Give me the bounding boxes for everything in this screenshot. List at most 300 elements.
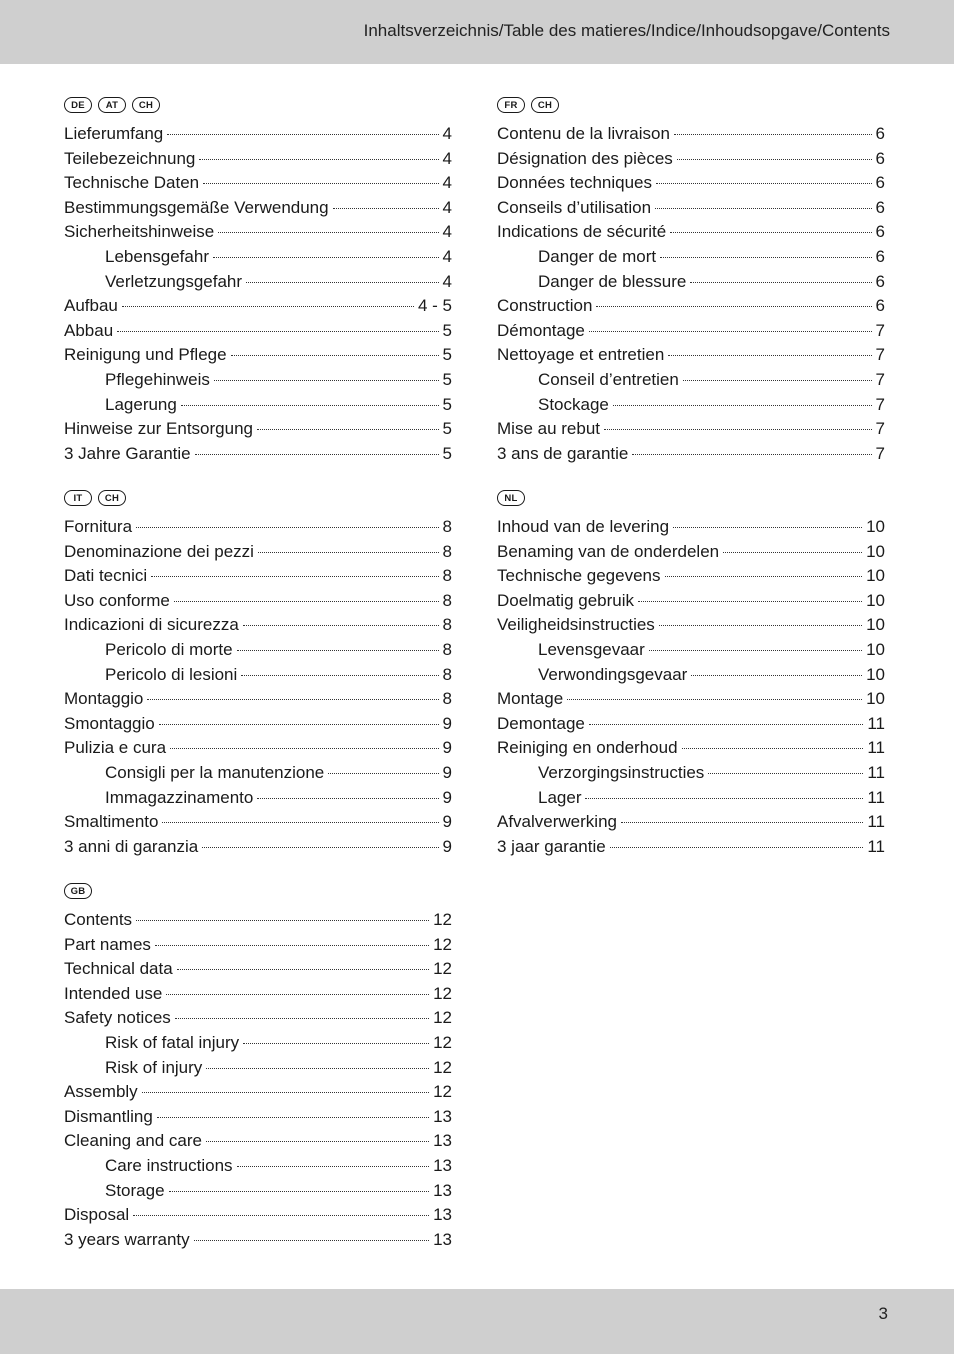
toc-entry-page: 11 [867, 738, 885, 758]
dot-leader [147, 699, 438, 700]
toc-entry-label: Hinweise zur Entsorgung [64, 419, 253, 439]
toc-entry-label: Denominazione dei pezzi [64, 541, 254, 561]
toc-entry-label: Aufbau [64, 296, 118, 316]
dot-leader [567, 699, 862, 700]
country-badge-de: DE [64, 97, 92, 113]
toc-entry-label: Dismantling [64, 1106, 153, 1126]
section-de [64, 94, 452, 466]
toc-entry[interactable] [497, 417, 885, 442]
toc-entry[interactable] [64, 319, 452, 344]
toc-entry-page: 6 [875, 148, 885, 168]
toc-entry-label: Fornitura [64, 517, 133, 536]
toc-entry-label: Mise au rebut [497, 419, 600, 439]
dot-leader [596, 306, 871, 307]
toc-entry[interactable] [64, 933, 452, 958]
toc-entry-page: 10 [866, 639, 885, 659]
section-nl [497, 487, 885, 859]
toc-entry-page: 6 [875, 271, 885, 291]
dot-leader [243, 625, 439, 626]
dot-leader [136, 920, 429, 921]
toc-entry[interactable] [64, 417, 452, 442]
page-title: Inhaltsverzeichnis/Table des matieres/Indice/Inhoudsopgave/Contents [363, 21, 890, 40]
toc-entry[interactable] [64, 908, 452, 933]
toc-entry[interactable] [64, 638, 452, 663]
toc-entry-page: 12 [433, 934, 452, 954]
toc-entry-page: 11 [867, 762, 885, 782]
toc-entry-label: Désignation des pièces [497, 148, 673, 168]
toc-entry-page: 9 [442, 738, 452, 758]
dot-leader [142, 1092, 429, 1093]
toc-entry[interactable] [64, 957, 452, 982]
toc-entry-page: 10 [866, 517, 885, 536]
toc-entry[interactable] [497, 368, 885, 393]
dot-leader [167, 134, 438, 135]
toc-entry-page: 10 [866, 615, 885, 635]
dot-leader [328, 773, 438, 774]
toc-entry[interactable] [64, 564, 452, 589]
toc-entry-page: 12 [433, 1082, 452, 1102]
toc-entry-page: 11 [867, 812, 885, 832]
toc-entry[interactable] [64, 589, 452, 614]
dot-leader [613, 405, 872, 406]
toc-entry-label: Conseil d’entretien [538, 369, 679, 389]
toc-entry[interactable] [64, 810, 452, 835]
dot-leader [673, 527, 862, 528]
toc-entry-label: Lebensgefahr [105, 246, 209, 266]
toc-entry-label: 3 years warranty [64, 1229, 190, 1249]
country-badge-ch: CH [98, 490, 126, 506]
dot-leader [660, 257, 871, 258]
toc-entry-page: 6 [875, 197, 885, 217]
country-badge-at: AT [98, 97, 126, 113]
toc-entry[interactable] [64, 613, 452, 638]
dot-leader [117, 331, 438, 332]
dot-leader [136, 527, 439, 528]
dot-leader [691, 675, 862, 676]
dot-leader [218, 232, 438, 233]
toc-entry[interactable] [497, 147, 885, 172]
toc-entry-page: 7 [875, 345, 885, 365]
toc-entry[interactable] [497, 540, 885, 565]
toc-entry-label: Disposal [64, 1205, 130, 1225]
toc-entry-label: 3 ans de garantie [497, 443, 629, 463]
toc-entry-label: Part names [64, 934, 151, 954]
toc-entry[interactable] [497, 343, 885, 368]
toc-entry-label: Smaltimento [64, 812, 159, 832]
toc-entry[interactable] [64, 122, 452, 147]
dot-leader [151, 576, 438, 577]
toc-entry-page: 8 [442, 566, 452, 586]
language-badges [64, 880, 452, 902]
toc-entry-page: 5 [442, 394, 452, 414]
toc-entry-label: Danger de mort [538, 246, 657, 266]
dot-leader [257, 429, 439, 430]
toc-entry-label: Care instructions [105, 1155, 233, 1175]
toc-entry-label: Levensgevaar [538, 639, 645, 659]
toc-entry[interactable] [497, 638, 885, 663]
toc-entry-label: Technical data [64, 959, 173, 979]
toc-entry-label: Pulizia e cura [64, 738, 167, 758]
toc-entry-page: 13 [433, 1205, 452, 1225]
dot-leader [213, 257, 439, 258]
toc-entry-page: 7 [875, 443, 885, 463]
toc-entry-label: Dati tecnici [64, 566, 148, 586]
toc-entry-label: Verletzungsgefahr [105, 271, 243, 291]
toc-entry-page: 9 [442, 787, 452, 807]
dot-leader [195, 454, 439, 455]
toc-entry[interactable] [497, 564, 885, 589]
dot-leader [159, 724, 439, 725]
toc-entry-label: Démontage [497, 320, 585, 340]
dot-leader [659, 625, 862, 626]
toc-entry[interactable] [64, 663, 452, 688]
dot-leader [203, 183, 438, 184]
toc-entry-page: 4 [442, 148, 452, 168]
dot-leader [202, 847, 438, 848]
toc-entry-page: 4 [442, 197, 452, 217]
dot-leader [585, 798, 863, 799]
toc-entry-label: Safety notices [64, 1008, 171, 1028]
toc-entry-page: 4 [442, 271, 452, 291]
toc-entry-page: 5 [442, 419, 452, 439]
toc-entry[interactable] [497, 294, 885, 319]
page-number: 3 [878, 1304, 888, 1323]
dot-leader [690, 282, 871, 283]
toc-entry[interactable] [64, 982, 452, 1007]
toc-entry-label: Pericolo di morte [105, 639, 233, 659]
toc-entry-label: Uso conforme [64, 590, 170, 610]
toc-entry[interactable] [497, 761, 885, 786]
dot-leader [683, 380, 872, 381]
toc-entry-label: Cleaning and care [64, 1131, 202, 1151]
dot-leader [169, 1191, 430, 1192]
dot-leader [181, 405, 439, 406]
toc-entry-label: Benaming van de onderdelen [497, 541, 720, 561]
toc-entry[interactable] [64, 220, 452, 245]
header-bar [0, 0, 954, 64]
toc-entry-page: 7 [875, 419, 885, 439]
dot-leader [649, 650, 862, 651]
toc-entry[interactable] [497, 786, 885, 811]
section-fr [497, 94, 885, 466]
section-gb [64, 880, 452, 1252]
toc-entry[interactable] [64, 1179, 452, 1204]
dot-leader [708, 773, 863, 774]
dot-leader [199, 159, 438, 160]
toc-entry-page: 11 [867, 787, 885, 807]
toc-entry[interactable] [64, 1129, 452, 1154]
toc-entry[interactable] [64, 343, 452, 368]
toc-entry[interactable] [497, 515, 885, 540]
toc-entry-label: Smontaggio [64, 713, 155, 733]
country-badge-fr: FR [497, 97, 525, 113]
toc-entry-page: 8 [442, 541, 452, 561]
toc-entry-page: 12 [433, 983, 452, 1003]
dot-leader [241, 675, 438, 676]
toc-entry[interactable] [497, 220, 885, 245]
toc-entry[interactable] [64, 270, 452, 295]
toc-entry[interactable] [64, 1080, 452, 1105]
toc-entry-page: 12 [433, 1057, 452, 1077]
toc-entry-page: 9 [442, 836, 452, 856]
toc-entry-label: Montaggio [64, 689, 144, 709]
toc-entry-label: Verwondingsgevaar [538, 664, 688, 684]
toc-entry[interactable] [497, 196, 885, 221]
toc-entry[interactable] [497, 663, 885, 688]
toc-entry-page: 10 [866, 566, 885, 586]
toc-entry[interactable] [497, 712, 885, 737]
dot-leader [175, 1018, 429, 1019]
toc-entry-page: 8 [442, 590, 452, 610]
toc-entry[interactable] [497, 393, 885, 418]
dot-leader [174, 601, 439, 602]
toc-entry-label: Afvalverwerking [497, 812, 617, 832]
toc-entry[interactable] [64, 1228, 452, 1253]
dot-leader [674, 134, 872, 135]
toc-entry-page: 11 [867, 836, 885, 856]
toc-entry-page: 6 [875, 173, 885, 193]
toc-entry[interactable] [64, 687, 452, 712]
toc-entry[interactable] [64, 393, 452, 418]
dot-leader [723, 552, 862, 553]
dot-leader [589, 331, 872, 332]
toc-entry-label: 3 Jahre Garantie [64, 443, 191, 463]
country-badge-ch: CH [531, 97, 559, 113]
toc-entry-label: Pflegehinweis [105, 369, 210, 389]
country-badge-nl: NL [497, 490, 525, 506]
toc-entry[interactable] [497, 687, 885, 712]
toc-entry-page: 7 [875, 369, 885, 389]
dot-leader [670, 232, 871, 233]
toc-entry-page: 12 [433, 910, 452, 929]
dot-leader [246, 282, 438, 283]
toc-entry-label: Indicazioni di sicurezza [64, 615, 239, 635]
toc-entry[interactable] [64, 761, 452, 786]
toc-entry-label: Lieferumfang [64, 124, 164, 143]
toc-entry-page: 6 [875, 124, 885, 143]
toc-entry-page: 8 [442, 517, 452, 536]
toc-entry-label: Contenu de la livraison [497, 124, 670, 143]
toc-entry-page: 5 [442, 369, 452, 389]
toc-entry[interactable] [497, 122, 885, 147]
toc-entry-page: 12 [433, 959, 452, 979]
dot-leader [682, 748, 864, 749]
section-it [64, 487, 452, 859]
toc-entry-page: 6 [875, 296, 885, 316]
toc-entry[interactable] [64, 1006, 452, 1031]
language-badges [497, 487, 885, 509]
toc-entry-page: 4 [442, 173, 452, 193]
toc-entry-label: Nettoyage et entretien [497, 345, 665, 365]
toc-entry-page: 13 [433, 1180, 452, 1200]
toc-entry[interactable] [497, 835, 885, 860]
toc-entry-page: 12 [433, 1032, 452, 1052]
dot-leader [194, 1240, 429, 1241]
dot-leader [656, 183, 872, 184]
dot-leader [604, 429, 872, 430]
toc-entry-label: Inhoud van de levering [497, 517, 670, 536]
toc-entry-page: 4 - 5 [417, 296, 452, 316]
dot-leader [155, 945, 429, 946]
toc-entry-page: 4 [442, 124, 452, 143]
dot-leader [668, 355, 871, 356]
toc-entry-page: 12 [433, 1008, 452, 1028]
toc-entry-page: 7 [875, 394, 885, 414]
dot-leader [162, 822, 438, 823]
dot-leader [258, 552, 439, 553]
toc-entry-page: 10 [866, 541, 885, 561]
toc-entry-page: 13 [433, 1155, 452, 1175]
toc-entry-label: Verzorgingsinstructies [538, 762, 705, 782]
toc-entry-label: Données techniques [497, 173, 653, 193]
dot-leader [122, 306, 414, 307]
dot-leader [237, 1166, 430, 1167]
toc-entry-label: Intended use [64, 983, 163, 1003]
dot-leader [237, 650, 439, 651]
toc-entry-label: Immagazzinamento [105, 787, 254, 807]
toc-entry[interactable] [64, 294, 452, 319]
toc-entry[interactable] [497, 270, 885, 295]
toc-entry-page: 8 [442, 639, 452, 659]
toc-entry-label: Doelmatig gebruik [497, 590, 635, 610]
toc-entry-label: Reinigung und Pflege [64, 345, 227, 365]
toc-entry-page: 13 [433, 1131, 452, 1151]
toc-entry-label: Storage [105, 1180, 165, 1200]
dot-leader [166, 994, 429, 995]
toc-entry[interactable] [64, 196, 452, 221]
toc-entry[interactable] [497, 613, 885, 638]
dot-leader [177, 969, 429, 970]
toc-entry[interactable] [64, 171, 452, 196]
toc-entry-label: Sicherheitshinweise [64, 222, 215, 242]
toc-entry-page: 10 [866, 590, 885, 610]
toc-entry-page: 10 [866, 664, 885, 684]
toc-entry[interactable] [497, 319, 885, 344]
footer-bar [0, 1289, 954, 1354]
dot-leader [214, 380, 439, 381]
toc-entry-label: Risk of injury [105, 1057, 203, 1077]
dot-leader [257, 798, 438, 799]
toc-entry-label: Assembly [64, 1082, 138, 1102]
toc-entry-page: 4 [442, 222, 452, 242]
toc-entry[interactable] [64, 515, 452, 540]
toc-entry[interactable] [497, 736, 885, 761]
toc-entry-label: Conseils d’utilisation [497, 197, 652, 217]
language-badges [64, 487, 452, 509]
toc-entry-page: 5 [442, 443, 452, 463]
language-badges [497, 94, 885, 116]
toc-entry-page: 5 [442, 345, 452, 365]
toc-entry-page: 5 [442, 320, 452, 340]
country-badge-gb: GB [64, 883, 92, 899]
toc-entry-page: 6 [875, 246, 885, 266]
dot-leader [589, 724, 863, 725]
dot-leader [638, 601, 862, 602]
toc-entry[interactable] [64, 442, 452, 467]
toc-entry-page: 10 [866, 689, 885, 709]
toc-entry-label: 3 anni di garanzia [64, 836, 199, 856]
toc-entry-label: Veiligheidsinstructies [497, 615, 655, 635]
toc-entry-label: Demontage [497, 713, 585, 733]
language-badges [64, 94, 452, 116]
toc-entry-label: Consigli per la manutenzione [105, 762, 325, 782]
dot-leader [231, 355, 439, 356]
toc-entry[interactable] [64, 712, 452, 737]
toc-entry-page: 7 [875, 320, 885, 340]
toc-entry-label: Technische Daten [64, 173, 200, 193]
toc-entry[interactable] [497, 589, 885, 614]
dot-leader [632, 454, 871, 455]
dot-leader [621, 822, 863, 823]
country-badge-it: IT [64, 490, 92, 506]
toc-entry-label: Construction [497, 296, 593, 316]
dot-leader [333, 208, 439, 209]
toc-entry-label: Stockage [538, 394, 609, 414]
toc-entry-page: 11 [867, 713, 885, 733]
toc-entry-label: Lager [538, 787, 582, 807]
toc-entry[interactable] [64, 540, 452, 565]
toc-entry[interactable] [64, 835, 452, 860]
toc-entry-label: Contents [64, 910, 133, 929]
toc-entry[interactable] [64, 1031, 452, 1056]
toc-entry-label: Risk of fatal injury [105, 1032, 240, 1052]
toc-entry[interactable] [64, 1105, 452, 1130]
toc-entry[interactable] [64, 786, 452, 811]
dot-leader [243, 1043, 429, 1044]
toc-entry-label: Montage [497, 689, 564, 709]
toc-entry[interactable] [497, 442, 885, 467]
toc-entry-label: Danger de blessure [538, 271, 687, 291]
toc-entry-page: 9 [442, 713, 452, 733]
toc-entry[interactable] [64, 736, 452, 761]
toc-entry-label: Indications de sécurité [497, 222, 667, 242]
country-badge-ch: CH [132, 97, 160, 113]
dot-leader [170, 748, 438, 749]
toc-entry[interactable] [64, 368, 452, 393]
dot-leader [206, 1141, 429, 1142]
toc-entry-page: 9 [442, 812, 452, 832]
toc-entry[interactable] [64, 1056, 452, 1081]
toc-entry[interactable] [64, 147, 452, 172]
dot-leader [677, 159, 872, 160]
toc-entry[interactable] [64, 1154, 452, 1179]
toc-entry-label: Reiniging en onderhoud [497, 738, 678, 758]
toc-entry-label: Technische gegevens [497, 566, 661, 586]
toc-entry-page: 4 [442, 246, 452, 266]
toc-entry-page: 13 [433, 1106, 452, 1126]
toc-entry-page: 13 [433, 1229, 452, 1249]
toc-entry-label: Pericolo di lesioni [105, 664, 238, 684]
toc-entry-page: 6 [875, 222, 885, 242]
toc-entry[interactable] [497, 810, 885, 835]
dot-leader [610, 847, 864, 848]
dot-leader [206, 1068, 429, 1069]
toc-entry-label: Bestimmungsgemäße Verwendung [64, 197, 329, 217]
toc-entry-page: 8 [442, 615, 452, 635]
toc-entry[interactable] [64, 1203, 452, 1228]
toc-entry[interactable] [497, 171, 885, 196]
toc-entry-label: Abbau [64, 320, 114, 340]
dot-leader [665, 576, 863, 577]
toc-entry-label: 3 jaar garantie [497, 836, 606, 856]
dot-leader [157, 1117, 429, 1118]
toc-entry[interactable] [64, 245, 452, 270]
toc-entry-page: 9 [442, 762, 452, 782]
toc-entry-label: Lagerung [105, 394, 177, 414]
toc-entry[interactable] [497, 245, 885, 270]
dot-leader [133, 1215, 429, 1216]
dot-leader [655, 208, 872, 209]
